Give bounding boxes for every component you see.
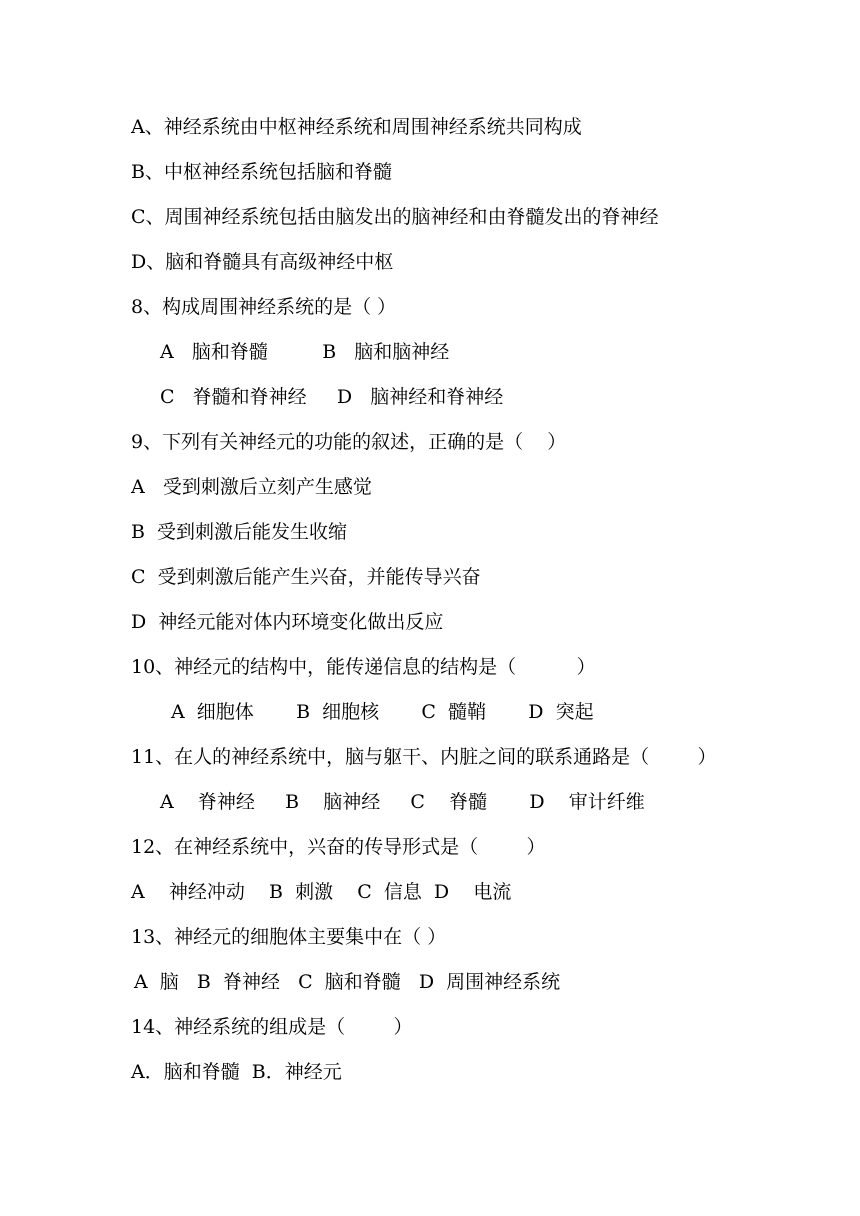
option-line: B、中枢神经系统包括脑和脊髓 [131, 161, 392, 183]
question-line: 8、构成周围神经系统的是（ ） [131, 296, 397, 318]
option-line: A 细胞体 B 细胞核 C 髓鞘 D 突起 [171, 701, 594, 723]
option-line: C 受到刺激后能产生兴奋，并能传导兴奋 [131, 566, 481, 588]
question-line: 9、下列有关神经元的功能的叙述，正确的是（ ） [131, 431, 567, 453]
option-line: B 受到刺激后能发生收缩 [131, 521, 348, 543]
option-line: D 神经元能对体内环境变化做出反应 [131, 611, 444, 633]
question-line: 13、神经元的细胞体主要集中在（ ） [131, 926, 447, 948]
option-line: D、脑和脊髓具有高级神经中枢 [131, 251, 394, 273]
question-line: 12、在神经系统中，兴奋的传导形式是（ ） [131, 836, 546, 858]
option-line: A 脑和脊髓 B 脑和脑神经 [160, 341, 450, 363]
option-line: A．脑和脊髓 B．神经元 [131, 1061, 342, 1083]
option-line: C、周围神经系统包括由脑发出的脑神经和由脊髓发出的脊神经 [131, 206, 659, 228]
option-line: A、神经系统由中枢神经系统和周围神经系统共同构成 [131, 116, 582, 138]
option-line: A 受到刺激后立刻产生感觉 [131, 476, 372, 498]
option-line: A 神经冲动 B 刺激 C 信息 D 电流 [131, 881, 512, 903]
question-line: 10、神经元的结构中，能传递信息的结构是（ ） [131, 656, 596, 678]
question-line: 11、在人的神经系统中，脑与躯干、内脏之间的联系通路是（ ） [131, 746, 717, 768]
question-line: 14、神经系统的组成是（ ） [131, 1016, 413, 1038]
option-line: A 脑 B 脊神经 C 脑和脊髓 D 周围神经系统 [134, 971, 561, 993]
option-line: C 脊髓和脊神经 D 脑神经和脊神经 [160, 386, 504, 408]
option-line: A 脊神经 B 脑神经 C 脊髓 D 审计纤维 [160, 791, 645, 813]
